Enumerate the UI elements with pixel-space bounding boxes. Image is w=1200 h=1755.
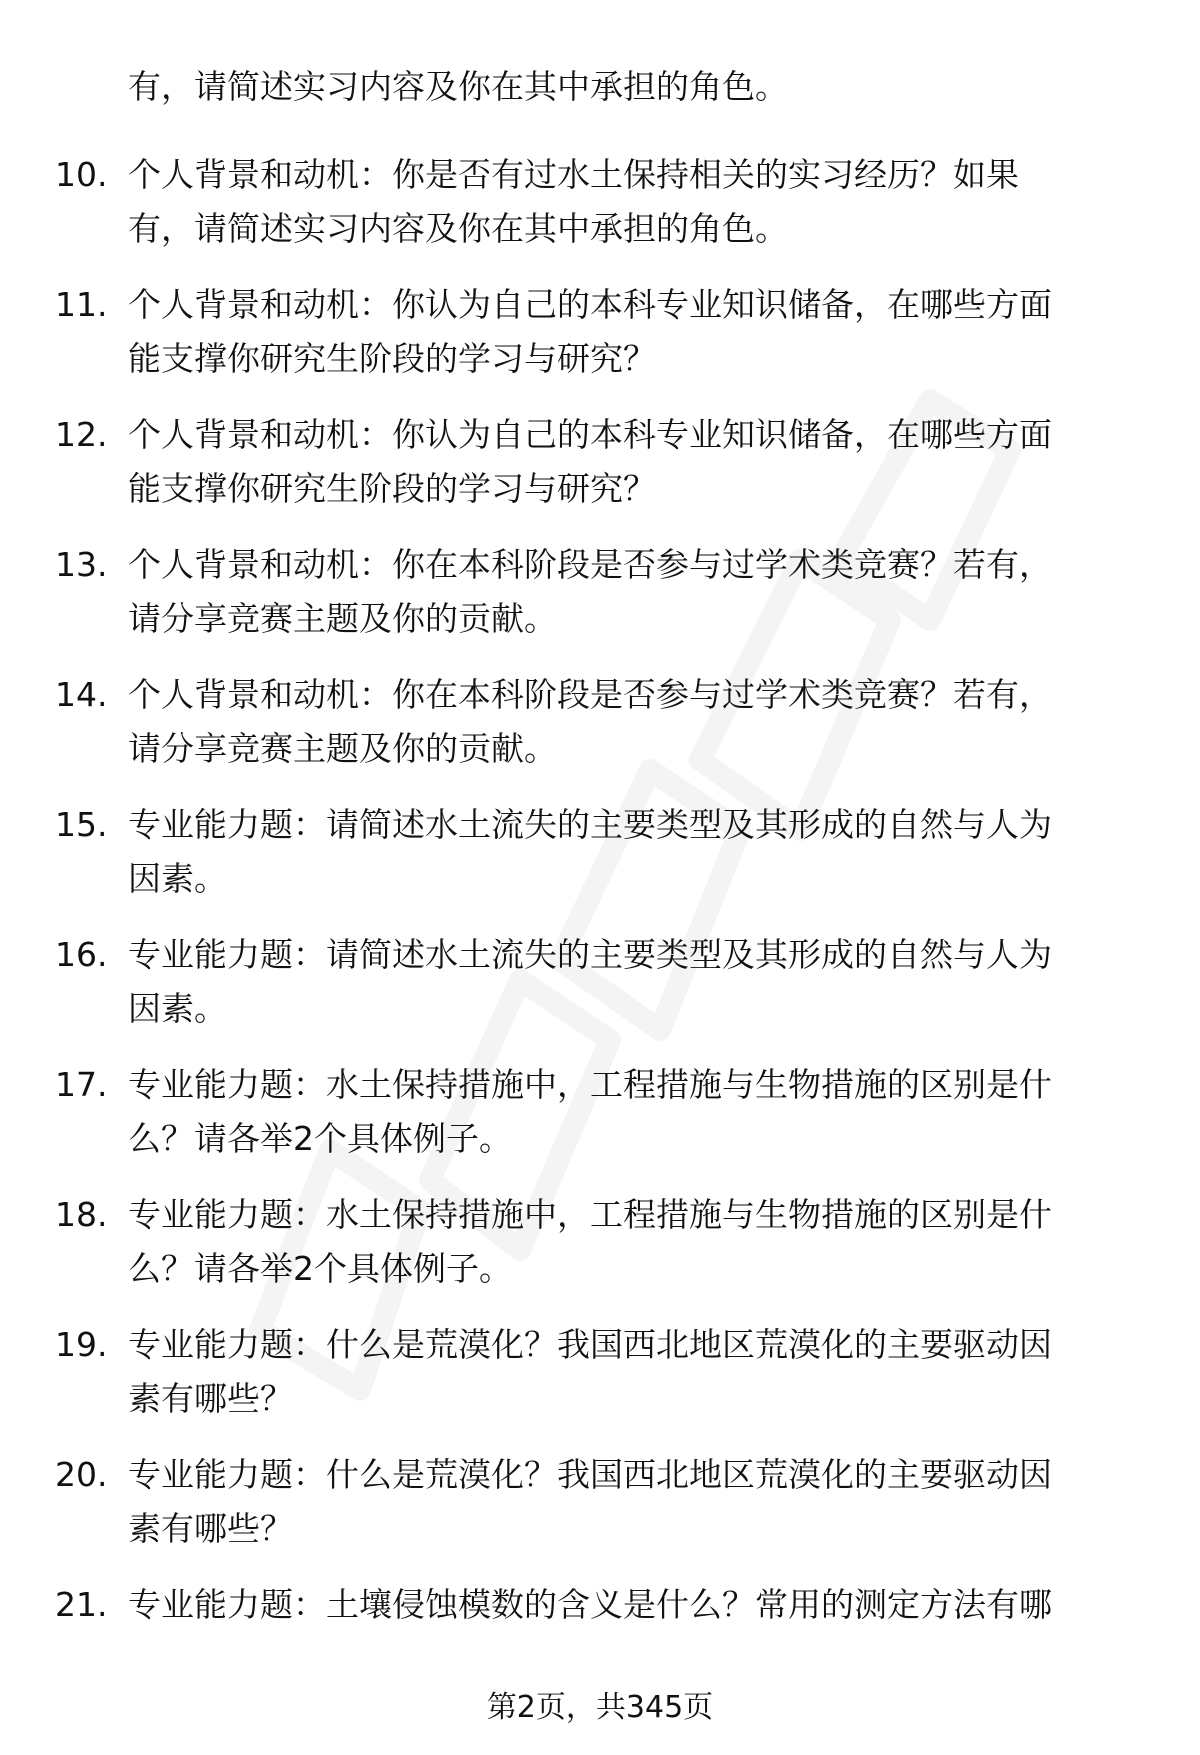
item-text [128, 1188, 1148, 1296]
item-text [128, 798, 1148, 906]
item-number: 19. [55, 1325, 108, 1364]
item-number: 20. [55, 1455, 108, 1494]
question-list [0, 148, 1200, 1708]
item-text-line: 专业能力题：水土保持措施中，工程措施与生物措施的区别是什 [128, 1195, 1052, 1234]
list-item [0, 1188, 1200, 1318]
list-item [0, 278, 1200, 408]
item-text-line: 能支撑你研究生阶段的学习与研究？ [128, 339, 656, 378]
page-number-footer: 第2页，共345页 [486, 1690, 714, 1725]
item-text-line: 专业能力题：什么是荒漠化？我国西北地区荒漠化的主要驱动因 [128, 1325, 1052, 1364]
item-text-line: 请分享竞赛主题及你的贡献。 [128, 599, 557, 638]
item-text-line: 专业能力题：水土保持措施中，工程措施与生物措施的区别是什 [128, 1065, 1052, 1104]
list-item [0, 408, 1200, 538]
list-item [0, 148, 1200, 278]
item-text-line: 请分享竞赛主题及你的贡献。 [128, 729, 557, 768]
item-text-line: 个人背景和动机：你在本科阶段是否参与过学术类竞赛？若有， [128, 545, 1052, 584]
item-number: 13. [55, 545, 108, 584]
item-text-line: 专业能力题：什么是荒漠化？我国西北地区荒漠化的主要驱动因 [128, 1455, 1052, 1494]
item-text-line: 么？请各举2个具体例子。 [128, 1119, 512, 1158]
item-number: 21. [55, 1585, 108, 1624]
item-text-line: 素有哪些？ [128, 1379, 293, 1418]
item-number: 11. [55, 285, 108, 324]
list-item [0, 538, 1200, 668]
item-text-line: 个人背景和动机：你在本科阶段是否参与过学术类竞赛？若有， [128, 675, 1052, 714]
item-number: 12. [55, 415, 108, 454]
item-text [128, 1058, 1148, 1166]
item-text [128, 538, 1148, 646]
list-item [0, 928, 1200, 1058]
item-text-line: 专业能力题：请简述水土流失的主要类型及其形成的自然与人为 [128, 935, 1052, 974]
list-item [0, 668, 1200, 798]
list-item [0, 798, 1200, 928]
item-text [128, 408, 1148, 516]
item-number: 17. [55, 1065, 108, 1104]
list-item [0, 1448, 1200, 1578]
item-number: 14. [55, 675, 108, 714]
item-text-line: 能支撑你研究生阶段的学习与研究？ [128, 469, 656, 508]
item-text-line: 专业能力题：请简述水土流失的主要类型及其形成的自然与人为 [128, 805, 1052, 844]
item-text-line: 么？请各举2个具体例子。 [128, 1249, 512, 1288]
item-text-line: 个人背景和动机：你是否有过水土保持相关的实习经历？如果 [128, 155, 1019, 194]
item-text-line: 素有哪些？ [128, 1509, 293, 1548]
continuation-line: 有，请简述实习内容及你在其中承担的角色。 [128, 67, 788, 106]
item-text [128, 1578, 1148, 1632]
item-text-line: 因素。 [128, 859, 227, 898]
list-item [0, 1058, 1200, 1188]
item-text-line: 有，请简述实习内容及你在其中承担的角色。 [128, 209, 788, 248]
item-text-line: 专业能力题：土壤侵蚀模数的含义是什么？常用的测定方法有哪 [128, 1585, 1052, 1624]
item-text [128, 1318, 1148, 1426]
item-text [128, 1448, 1148, 1556]
item-text [128, 278, 1148, 386]
item-text [128, 668, 1148, 776]
item-text-line: 个人背景和动机：你认为自己的本科专业知识储备，在哪些方面 [128, 415, 1052, 454]
item-text [128, 928, 1148, 1036]
item-text-line: 因素。 [128, 989, 227, 1028]
item-number: 10. [55, 155, 108, 194]
list-item [0, 1318, 1200, 1448]
item-text-line: 个人背景和动机：你认为自己的本科专业知识储备，在哪些方面 [128, 285, 1052, 324]
item-text [128, 148, 1148, 256]
item-number: 16. [55, 935, 108, 974]
item-number: 15. [55, 805, 108, 844]
item-number: 18. [55, 1195, 108, 1234]
